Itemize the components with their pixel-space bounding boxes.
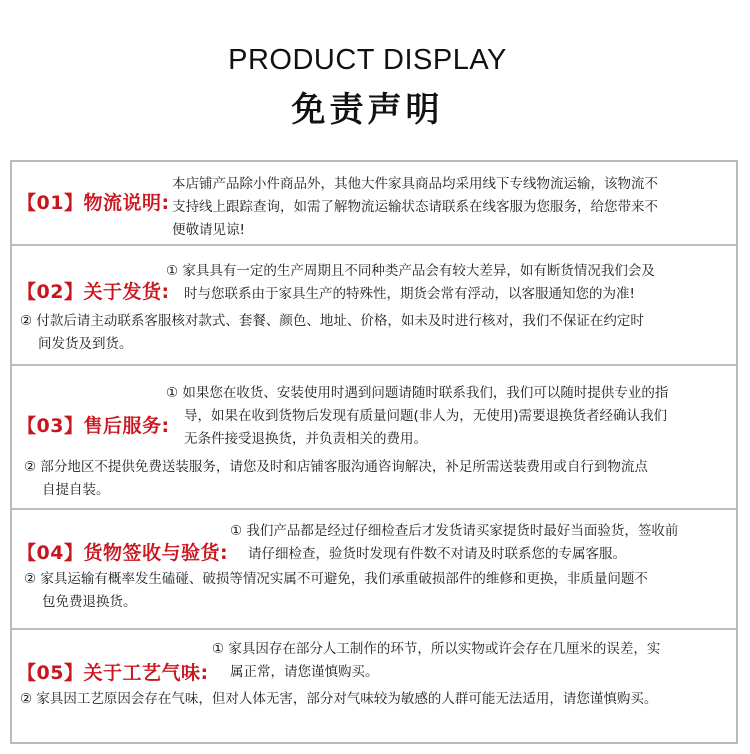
text-line: ① 如果您在收货、安装使用时遇到问题请随时联系我们，我们可以随时提供专业的指 (166, 385, 669, 401)
text-line: 包免费退换货。 (42, 594, 137, 610)
point-1 (230, 520, 678, 566)
point-2 (20, 688, 657, 711)
section-logistics (12, 162, 736, 244)
text-line: 便敬请见谅! (172, 222, 245, 238)
text-line: 请仔细检查，验货时发现有件数不对请及时联系您的专属客服。 (248, 546, 626, 562)
text-line: 无条件接受退换货，并负责相关的费用。 (184, 431, 427, 447)
text-line: 属正常，请您谨慎购买。 (230, 664, 379, 680)
section-shipping (12, 244, 736, 364)
text-line: ② 部分地区不提供免费送装服务，请您及时和店铺客服沟通咨询解决，补足所需送装费用或自行到物流点 (24, 459, 648, 475)
page-title-en: PRODUCT DISPLAY (228, 44, 507, 76)
text-line: ② 付款后请主动联系客服核对款式、套餐、颜色、地址、价格，如未及时进行核对，我们不保证在约定时 (20, 313, 644, 329)
section-label: 【04】货物签收与验货: (17, 542, 229, 564)
text-line: ① 家具因存在部分人工制作的环节，所以实物或许会存在几厘米的误差，实 (212, 641, 661, 657)
section-after-sales (12, 364, 736, 508)
page-title-cn: 免责声明 (291, 90, 444, 130)
section-receipt-inspection (12, 508, 736, 628)
point-1 (212, 638, 660, 684)
text-line: ② 家具运输有概率发生磕碰、破损等情况实属不可避免，我们承重破损部件的维修和更换，非质量问题不 (24, 571, 648, 587)
text-line: 本店铺产品除小件商品外，其他大件家具商品均采用线下专线物流运输，该物流不 (172, 176, 658, 192)
text-line: 时与您联系由于家具生产的特殊性，期货会常有浮动，以客服通知您的为准! (184, 286, 635, 302)
section-text (172, 173, 658, 242)
section-label: 【01】物流说明: (17, 192, 170, 214)
section-label: 【02】关于发货: (17, 281, 170, 303)
point-1 (166, 260, 655, 306)
section-label: 【05】关于工艺气味: (17, 662, 209, 684)
text-line: 间发货及到货。 (38, 336, 133, 352)
point-2 (20, 310, 644, 356)
text-line: 自提自装。 (42, 482, 110, 498)
point-2 (24, 456, 648, 502)
point-2 (24, 568, 648, 614)
section-label: 【03】售后服务: (17, 415, 170, 437)
text-line: 导，如果在收到货物后发现有质量问题(非人为，无使用)需要退换货者经确认我们 (184, 408, 668, 424)
text-line: ② 家具因工艺原因会存在气味，但对人体无害，部分对气味较为敏感的人群可能无法适用，请您谨慎购买。 (20, 691, 658, 707)
point-1 (166, 382, 668, 451)
text-line: 支持线上跟踪查询，如需了解物流运输状态请联系在线客服为您服务，给您带来不 (172, 199, 658, 215)
text-line: ① 我们产品都是经过仔细检查后才发货请买家提货时最好当面验货，签收前 (230, 523, 679, 539)
text-line: ① 家具具有一定的生产周期且不同种类产品会有较大差异，如有断货情况我们会及 (166, 263, 655, 279)
section-craft-odor (12, 628, 736, 742)
